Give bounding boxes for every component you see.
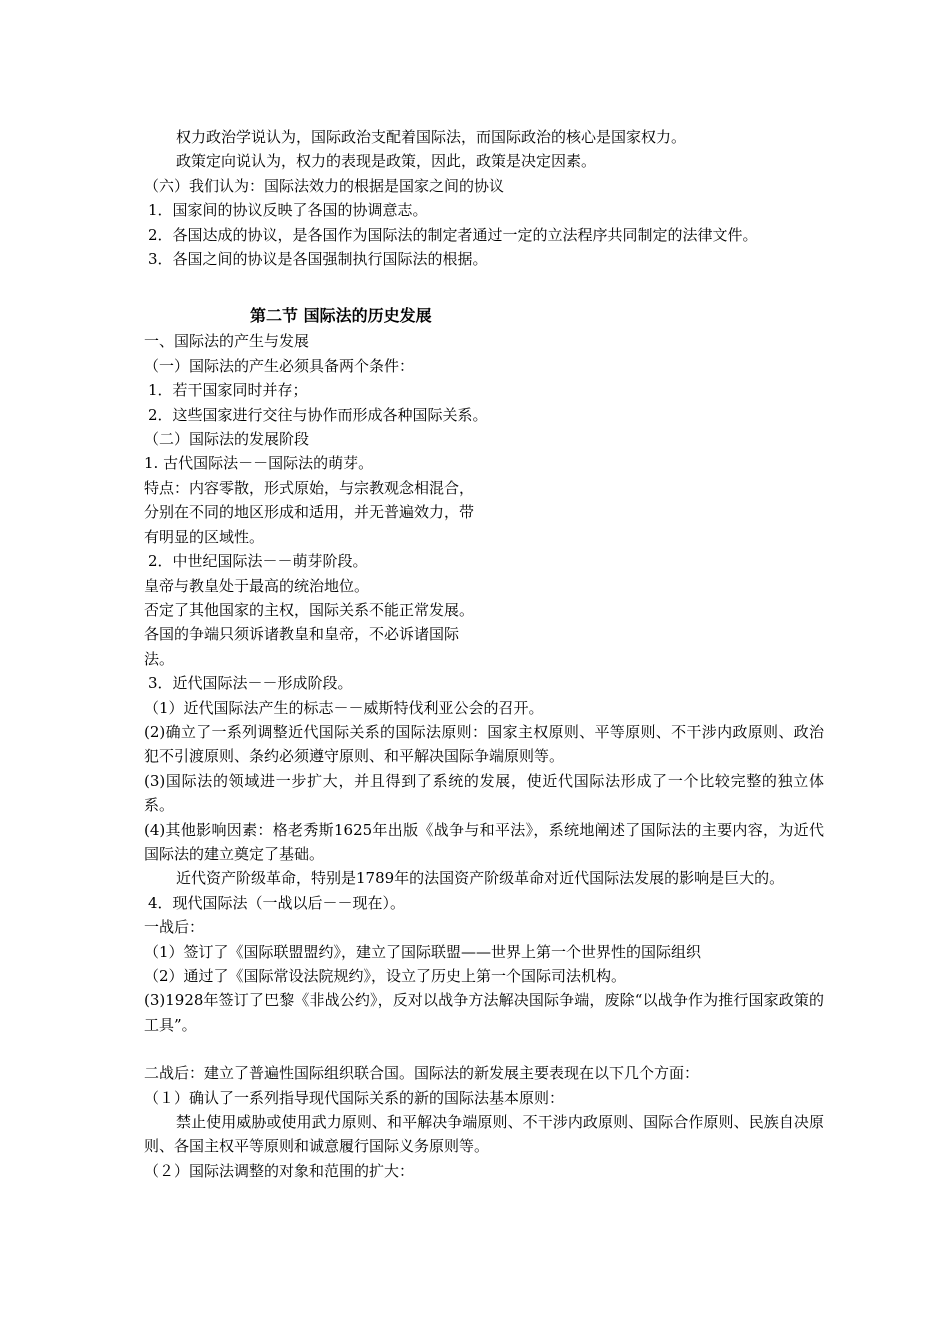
- list-item-medieval: 2．中世纪国际法－－萌芽阶段。: [148, 552, 368, 571]
- list-item-agreement-3: 3．各国之间的协议是各国强制执行国际法的根据。: [148, 250, 488, 269]
- list-item-condition-2: 2．这些国家进行交往与协作而形成各种国际关系。: [148, 405, 488, 424]
- section-title: 第二节 国际法的历史发展: [250, 306, 432, 326]
- list-item-contemporary: 4．现代国际法（一战以后－－现在）。: [148, 893, 406, 912]
- text-ww2-2: （２）国际法调整的对象和范围的扩大：: [144, 1161, 415, 1180]
- text-ancient-features-2: 分别在不同的地区形成和适用，并无普遍效力，带: [144, 503, 475, 522]
- text-bourgeois-revolution: 近代资产阶级革命，特别是1789年的法国资产阶级革命对近代国际法发展的影响是巨大的。: [176, 869, 785, 888]
- text-ancient-features-3: 有明显的区域性。: [144, 527, 265, 546]
- text-modern-1: （1）近代国际法产生的标志－－威斯特伐利亚公会的召开。: [144, 698, 544, 717]
- text-ww2-1: （１）确认了一系列指导现代国际关系的新的国际法基本原则：: [144, 1088, 565, 1107]
- text-ww1-1: （1）签订了《国际联盟盟约》，建立了国际联盟——世界上第一个世界性的国际组织: [144, 942, 702, 961]
- spacer: [144, 1037, 824, 1061]
- text-medieval-3: 各国的争端只须诉诸教皇和皇帝，不必诉诸国际: [144, 625, 460, 644]
- text-ww1-2: （2）通过了《国际常设法院规约》，设立了历史上第一个国际司法机构。: [144, 967, 627, 985]
- list-item-condition-1: 1．若干国家同时并存；: [148, 381, 308, 400]
- list-item-agreement-2: 2．各国达成的协议，是各国作为国际法的制定者通过一定的立法程序共同制定的法律文件。: [148, 225, 758, 244]
- subheading-stages: （二）国际法的发展阶段: [144, 430, 310, 449]
- document-body: [144, 125, 824, 1183]
- text-after-ww1: 一战后：: [144, 918, 205, 937]
- text-ww1-3: (3)1928年签订了巴黎《非战公约》，反对以战争方法解决国际争端，废除“以战争作为推行国家政策的工具”。: [144, 991, 824, 1034]
- subheading-conditions: （一）国际法的产生必须具备两个条件：: [144, 356, 415, 375]
- paragraph-our-view: （六）我们认为：国际法效力的根据是国家之间的协议: [144, 176, 505, 195]
- text-medieval-4: 法。: [144, 649, 175, 668]
- text-medieval-1: 皇帝与教皇处于最高的统治地位。: [144, 576, 370, 595]
- text-ww2-principles: 禁止使用威胁或使用武力原则、和平解决争端原则、不干涉内政原则、国际合作原则、民族自决原则、各国主权平等原则和诚意履行国际义务原则等。: [144, 1113, 824, 1156]
- list-item-ancient: 1. 古代国际法－－国际法的萌芽。: [144, 454, 374, 473]
- text-modern-2: (2)确立了一系列调整近代国际关系的国际法原则：国家主权原则、平等原则、不干涉内政原则、政治犯不引渡原则、条约必须遵守原则、和平解决国际争端原则等。: [144, 722, 824, 766]
- subheading-origin: 一、国际法的产生与发展: [144, 332, 310, 351]
- text-after-ww2: 二战后：建立了普遍性国际组织联合国。国际法的新发展主要表现在以下几个方面：: [144, 1064, 700, 1083]
- spacer: [144, 271, 824, 295]
- text-modern-3: (3)国际法的领域进一步扩大，并且得到了系统的发展，使近代国际法形成了一个比较完整的独立体系。: [144, 771, 824, 815]
- list-item-modern: 3．近代国际法－－形成阶段。: [148, 674, 353, 693]
- paragraph-policy-oriented: 政策定向说认为，权力的表现是政策，因此，政策是决定因素。: [176, 152, 597, 171]
- paragraph-power-politics: 权力政治学说认为，国际政治支配着国际法，而国际政治的核心是国家权力。: [176, 128, 687, 146]
- text-ancient-features-1: 特点：内容零散，形式原始，与宗教观念相混合，: [144, 478, 475, 497]
- text-medieval-2: 否定了其他国家的主权，国际关系不能正常发展。: [144, 600, 475, 619]
- text-modern-4: (4)其他影响因素：格老秀斯1625年出版《战争与和平法》，系统地阐述了国际法的主要内容，为近代国际法的建立奠定了基础。: [144, 820, 824, 863]
- list-item-agreement-1: 1．国家间的协议反映了各国的协调意志。: [148, 201, 428, 220]
